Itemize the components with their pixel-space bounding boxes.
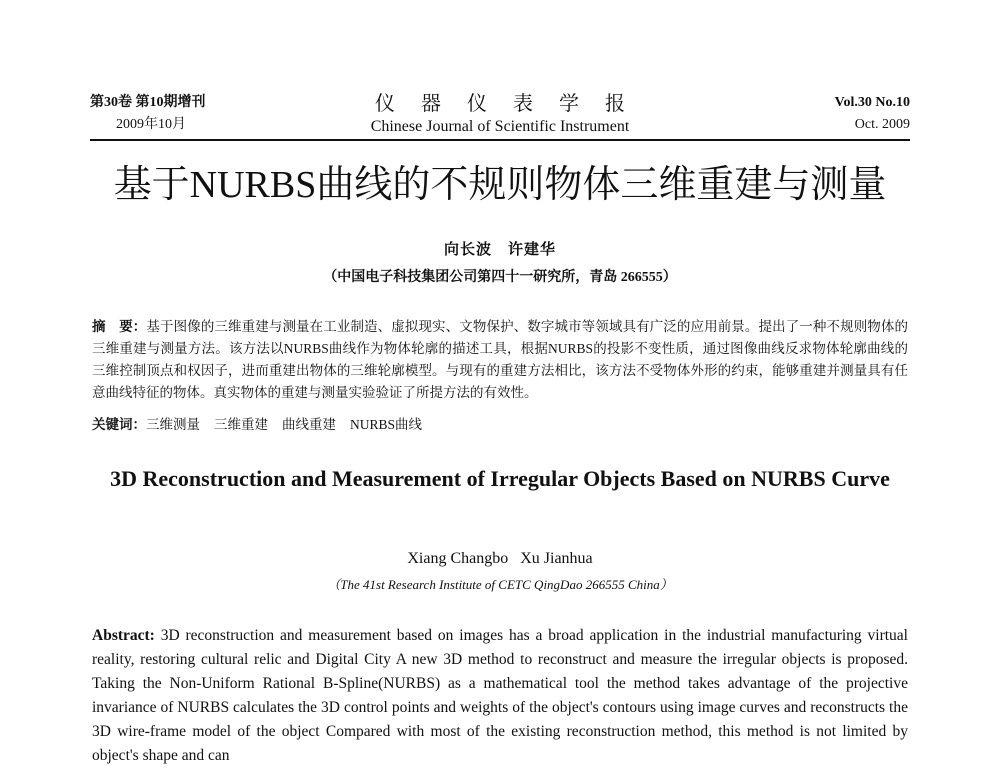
publication-date-cn: 2009年10月 xyxy=(116,117,186,132)
keyword-item: 三维重建 xyxy=(214,417,268,432)
abstract-en xyxy=(92,624,908,768)
abstract-en-text: 3D reconstruction and measurement based on images has a broad application in the industrial manufacturing virtual reality, restoring cultural relic and Digital City A new 3D method to reconstruct and measure the irregular objects is proposed. Taking the Non-Uniform Rational B-Spline(NURBS) as a mathematical tool the method takes advantage of the projective invariance of NURBS calculates the 3D control points and weights of the object's contours using image curves and reconstructs the 3D wire-frame model of the object Compared with most of the existing reconstruction method, this method is not limited by object's shape and can xyxy=(92,627,908,764)
abstract-cn-label: 摘 要： xyxy=(92,319,147,334)
keywords-cn-label: 关键词： xyxy=(92,417,146,432)
paper-title-en: 3D Reconstruction and Measurement of Irregular Objects Based on NURBS Curve xyxy=(110,466,890,491)
paper-title-cn: 基于NURBS曲线的不规则物体三维重建与测量 xyxy=(113,164,887,206)
volume-issue: 第30卷 第10期增刊 xyxy=(90,95,206,110)
keyword-item: NURBS曲线 xyxy=(350,417,423,432)
authors-en xyxy=(0,550,1000,568)
author-name: Xu Jianhua xyxy=(520,550,593,567)
publication-date-en: Oct. 2009 xyxy=(854,117,910,132)
authors-cn: 向长波 许建华 xyxy=(443,242,556,258)
affiliation-en: （The 41st Research Institute of CETC QingDao 266555 China） xyxy=(327,577,673,592)
abstract-cn-text: 基于图像的三维重建与测量在工业制造、虚拟现实、文物保护、数字城市等领域具有广泛的应用前景。提出了一种不规则物体的三维重建与测量方法。该方法以NURBS曲线作为物体轮廓的描述工具，根据NURBS的投影不变性质，通过图像曲线反求物体轮廓曲线的三维控制顶点和权因子，进而重建出物体的三维轮廓模型。与现有的重建方法相比，该方法不受物体外形的约束，能够重建并测量具有任意曲线特征的物体。真实物体的重建与测量实验验证了所提方法的有效性。 xyxy=(92,319,909,400)
journal-name-en: Chinese Journal of Scientific Instrument xyxy=(370,118,630,135)
author-name: Xiang Changbo xyxy=(407,550,509,567)
keyword-item: 曲线重建 xyxy=(282,417,336,432)
running-header xyxy=(90,92,910,140)
volume-info-en xyxy=(710,92,910,136)
header-rule xyxy=(90,139,910,141)
keyword-item: 三维测量 xyxy=(146,417,200,432)
volume-number-en: Vol.30 No.10 xyxy=(834,95,910,110)
abstract-cn xyxy=(92,316,908,404)
journal-name-cn: 仪器仪表学报 xyxy=(375,93,651,115)
affiliation-cn: （中国电子科技集团公司第四十一研究所，青岛 266555） xyxy=(323,270,677,285)
abstract-en-label: Abstract: xyxy=(92,627,155,644)
keywords-cn xyxy=(92,414,908,436)
